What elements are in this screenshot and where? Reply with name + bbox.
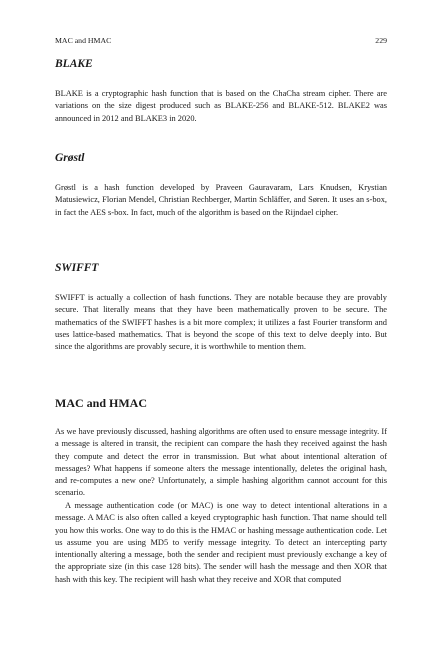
heading-swifft: SWIFFT (55, 262, 99, 274)
running-title: MAC and HMAC (55, 36, 112, 45)
paragraph-mac-hmac-1: As we have previously discussed, hashing algorithms are often used to ensure message integrity. If a message is altered in transit, the recipient can compare the hash they received against the hash they compute and detect the error in transmission. But what about intentional alteration of messages? What happens if someone alters the message intentionally, deletes the original hash, and re-computes a new one? Unfortunately, a simple hashing algorithm cannot account for this scenario. (55, 427, 387, 498)
page-number: 229 (375, 36, 387, 45)
heading-blake: BLAKE (55, 58, 93, 70)
paragraph-grostl: Grøstl is a hash function developed by Praveen Gauravaram, Lars Knudsen, Krystian Matusiewicz, Florian Mendel, Christian Rechberger, Martin Schläffer, and Søren. It uses an s-box, in fact the AES s-box. In fact, much of the algorithm is based on the Rijndael cipher. (55, 183, 387, 217)
paragraph-blake: BLAKE is a cryptographic hash function that is based on the ChaCha stream cipher. There are variations on the size digest produced such as BLAKE-256 and BLAKE-512. BLAKE2 was announced in 2012 and BLAKE3 in 2020. (55, 89, 387, 123)
heading-mac-hmac: MAC and HMAC (55, 396, 147, 410)
paragraph-mac-hmac-2: A message authentication code (or MAC) is one way to detect intentional alterations in a message. A MAC is also often called a keyed cryptographic hash function. That name should tell you how this works. One way to do this is the HMAC or hashing message authentication code. Let us assume you are using MD5 to verify message integrity. To detect an intercepting party intentionally altering a message, both the sender and recipient must previously exchange a key of the appropriate size (in this case 128 bits). The sender will hash the message and then XOR that hash with this key. The recipient will hash what they receive and XOR that computed (55, 501, 387, 584)
heading-grostl: Grøstl (55, 152, 85, 164)
running-header (55, 36, 387, 48)
paragraph-swifft: SWIFFT is actually a collection of hash functions. They are notable because they are provably secure. That literally means that they have been mathematically proven to be secure. The mathematics of the SWIFFT hashes is a bit more complex; it utilizes a fast Fourier transform and uses lattice-based mathematics. That is beyond the scope of this text to delve deeply into. But since the algorithms are provably secure, it is worthwhile to mention them. (55, 293, 387, 352)
